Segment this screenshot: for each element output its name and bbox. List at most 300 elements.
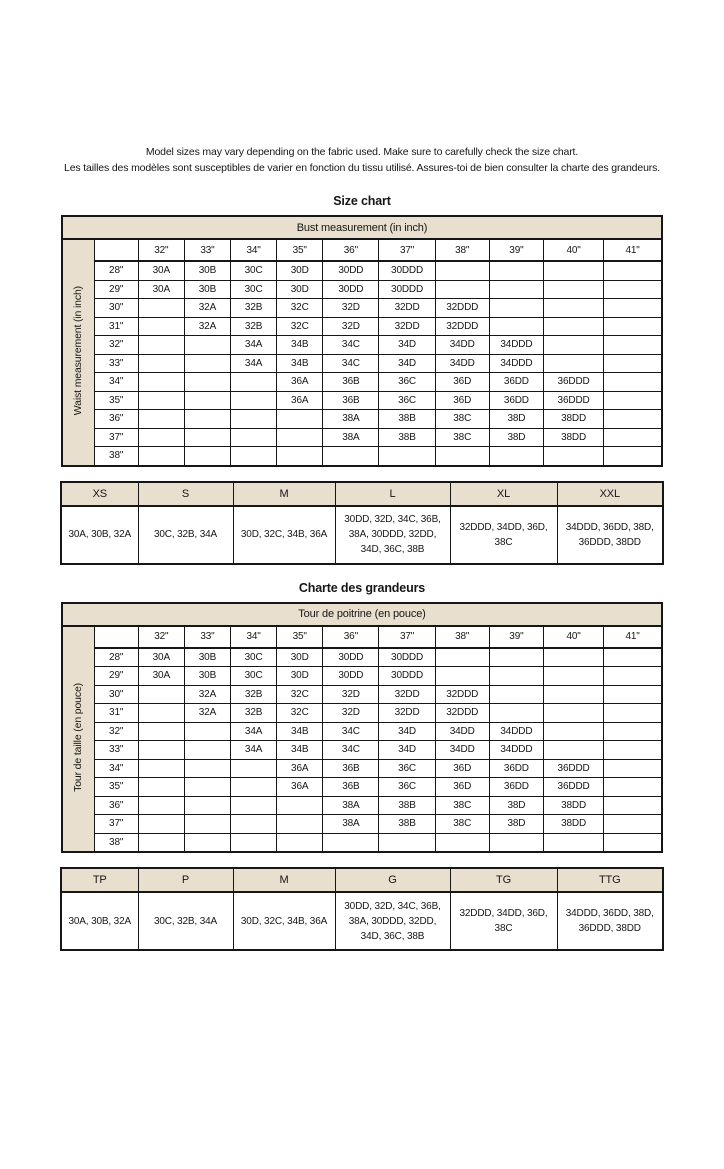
waist-size-header: 35"	[94, 391, 138, 410]
bra-size-cell	[231, 373, 277, 392]
summary-size-header: G	[335, 868, 450, 892]
bra-size-cell: 36DDD	[543, 759, 603, 778]
size-summary-table	[60, 867, 664, 951]
waist-size-header: 29"	[94, 667, 138, 686]
section-title: Size chart	[333, 194, 391, 208]
waist-size-header: 37"	[94, 815, 138, 834]
size-grid-table	[61, 602, 663, 854]
bra-size-cell: 36B	[323, 373, 379, 392]
bra-size-cell	[138, 685, 184, 704]
grid-row	[62, 759, 662, 778]
grid-row	[62, 410, 662, 429]
bra-size-cell	[489, 833, 543, 852]
bust-size-header: 39"	[489, 239, 543, 261]
bra-size-cell: 32B	[231, 704, 277, 723]
bra-size-cell	[604, 428, 662, 447]
bust-size-header: 33"	[184, 626, 230, 648]
bra-size-cell	[277, 833, 323, 852]
bra-size-cell: 38DD	[543, 815, 603, 834]
grid-row	[62, 667, 662, 686]
bra-size-cell: 32D	[323, 685, 379, 704]
bra-size-cell: 34A	[231, 354, 277, 373]
bra-size-cell	[277, 796, 323, 815]
bra-size-cell	[231, 428, 277, 447]
bra-size-cell	[323, 833, 379, 852]
bra-size-cell	[543, 317, 603, 336]
grid-row	[62, 796, 662, 815]
bra-size-cell: 38B	[379, 796, 435, 815]
waist-size-header: 32"	[94, 336, 138, 355]
bra-size-cell: 30DDD	[379, 261, 435, 280]
size-grid-table	[61, 215, 663, 467]
bra-size-cell	[435, 447, 489, 466]
grid-row	[62, 354, 662, 373]
bra-size-cell	[543, 667, 603, 686]
bra-size-cell: 38D	[489, 410, 543, 429]
grid-row	[62, 280, 662, 299]
bra-size-cell	[604, 685, 662, 704]
summary-size-header: XL	[450, 482, 557, 506]
waist-size-header: 32"	[94, 722, 138, 741]
bra-size-cell: 38D	[489, 815, 543, 834]
waist-measurement-label-cell	[62, 239, 94, 466]
bra-size-cell	[184, 741, 230, 760]
bra-size-cell	[138, 336, 184, 355]
bra-size-cell: 38D	[489, 796, 543, 815]
bust-size-header: 40"	[543, 239, 603, 261]
bra-size-cell: 30B	[184, 667, 230, 686]
bust-size-header: 37"	[379, 239, 435, 261]
bust-size-header: 33"	[184, 239, 230, 261]
waist-size-header: 38"	[94, 833, 138, 852]
bra-size-cell	[543, 741, 603, 760]
bra-size-cell: 32C	[277, 704, 323, 723]
bra-size-cell: 30DDD	[379, 280, 435, 299]
summary-sizes-cell: 30C, 32B, 34A	[138, 892, 233, 950]
waist-size-header: 31"	[94, 704, 138, 723]
bra-size-cell: 34A	[231, 722, 277, 741]
bra-size-cell	[604, 759, 662, 778]
bra-size-cell	[277, 410, 323, 429]
bust-size-header: 32"	[138, 626, 184, 648]
bra-size-cell: 30C	[231, 280, 277, 299]
bra-size-cell: 34C	[323, 741, 379, 760]
waist-size-header: 30"	[94, 685, 138, 704]
bra-size-cell: 34DD	[435, 722, 489, 741]
bra-size-cell: 30D	[277, 261, 323, 280]
bra-size-cell: 36C	[379, 759, 435, 778]
grid-row	[62, 261, 662, 280]
bra-size-cell: 32D	[323, 704, 379, 723]
bust-size-header: 39"	[489, 626, 543, 648]
grid-row	[62, 447, 662, 466]
bra-size-cell: 34D	[379, 354, 435, 373]
bra-size-cell	[184, 778, 230, 797]
bra-size-cell: 30DDD	[379, 667, 435, 686]
bra-size-cell: 36D	[435, 391, 489, 410]
summary-size-header: P	[138, 868, 233, 892]
bra-size-cell	[604, 704, 662, 723]
bra-size-cell: 32DDD	[435, 685, 489, 704]
summary-sizes-cell: 30A, 30B, 32A	[61, 506, 138, 564]
waist-size-header: 37"	[94, 428, 138, 447]
summary-size-header: M	[233, 482, 335, 506]
bra-size-cell	[543, 261, 603, 280]
bra-size-cell	[184, 354, 230, 373]
bra-size-cell	[231, 778, 277, 797]
bra-size-cell: 30DD	[323, 261, 379, 280]
summary-size-header: L	[335, 482, 450, 506]
bra-size-cell	[138, 317, 184, 336]
bra-size-cell: 34D	[379, 336, 435, 355]
bra-size-cell	[231, 759, 277, 778]
bra-size-cell: 34A	[231, 741, 277, 760]
bra-size-cell: 32DDD	[435, 704, 489, 723]
bra-size-cell	[277, 428, 323, 447]
bra-size-cell: 36A	[277, 778, 323, 797]
bra-size-cell	[604, 280, 662, 299]
summary-sizes-cell: 30C, 32B, 34A	[138, 506, 233, 564]
bra-size-cell	[138, 741, 184, 760]
waist-size-header: 38"	[94, 447, 138, 466]
grid-row	[62, 336, 662, 355]
bra-size-cell: 30C	[231, 667, 277, 686]
bra-size-cell: 34D	[379, 741, 435, 760]
bra-size-cell: 32A	[184, 299, 230, 318]
bra-size-cell	[604, 261, 662, 280]
waist-size-header: 33"	[94, 741, 138, 760]
bra-size-cell: 30DDD	[379, 648, 435, 667]
bra-size-cell	[489, 299, 543, 318]
bra-size-cell	[435, 280, 489, 299]
bra-size-cell: 34C	[323, 336, 379, 355]
bra-size-cell	[184, 447, 230, 466]
bra-size-cell: 30B	[184, 261, 230, 280]
bra-size-cell	[543, 704, 603, 723]
summary-sizes-cell: 32DDD, 34DD, 36D, 38C	[450, 892, 557, 950]
bra-size-cell	[138, 373, 184, 392]
bust-size-header: 32"	[138, 239, 184, 261]
bra-size-cell: 36DDD	[543, 778, 603, 797]
fabric-disclaimer-note	[42, 145, 682, 176]
summary-size-header: M	[233, 868, 335, 892]
bra-size-cell: 36C	[379, 391, 435, 410]
bra-size-cell	[138, 778, 184, 797]
bust-size-header: 36"	[323, 239, 379, 261]
bra-size-cell	[543, 299, 603, 318]
waist-size-header: 28"	[94, 261, 138, 280]
bra-size-cell: 36DDD	[543, 373, 603, 392]
bra-size-cell: 34B	[277, 722, 323, 741]
bust-size-header: 34"	[231, 239, 277, 261]
summary-sizes-cell: 32DDD, 34DD, 36D, 38C	[450, 506, 557, 564]
grid-row	[62, 391, 662, 410]
bust-size-header: 34"	[231, 626, 277, 648]
bra-size-cell	[184, 373, 230, 392]
bra-size-cell	[138, 833, 184, 852]
bra-size-cell: 38D	[489, 428, 543, 447]
bra-size-cell: 32A	[184, 685, 230, 704]
bra-size-cell	[138, 447, 184, 466]
bra-size-cell	[543, 336, 603, 355]
bra-size-cell	[184, 759, 230, 778]
bra-size-cell	[138, 759, 184, 778]
bra-size-cell	[604, 778, 662, 797]
bust-size-header: 38"	[435, 239, 489, 261]
waist-measurement-label-cell	[62, 626, 94, 853]
bra-size-cell: 38DD	[543, 428, 603, 447]
bra-size-cell: 38A	[323, 410, 379, 429]
bra-size-cell	[604, 833, 662, 852]
bra-size-cell: 34B	[277, 741, 323, 760]
waist-size-header: 31"	[94, 317, 138, 336]
summary-size-header: TTG	[557, 868, 663, 892]
bra-size-cell: 36A	[277, 391, 323, 410]
grid-row	[62, 722, 662, 741]
bra-size-cell	[435, 833, 489, 852]
bra-size-cell	[138, 410, 184, 429]
bra-size-cell: 34A	[231, 336, 277, 355]
bra-size-cell	[489, 667, 543, 686]
bra-size-cell: 30D	[277, 648, 323, 667]
bra-size-cell: 30A	[138, 261, 184, 280]
bra-size-cell	[184, 336, 230, 355]
bra-size-cell: 32A	[184, 317, 230, 336]
fabric-disclaimer-en: Model sizes may vary depending on the fabric used. Make sure to carefully check the size chart.	[145, 146, 579, 158]
bra-size-cell: 36DD	[489, 391, 543, 410]
bust-size-header: 36"	[323, 626, 379, 648]
bra-size-cell: 30A	[138, 667, 184, 686]
bra-size-cell	[489, 280, 543, 299]
bra-size-cell: 38B	[379, 428, 435, 447]
bra-size-cell	[543, 648, 603, 667]
bra-size-cell: 32B	[231, 317, 277, 336]
bra-size-cell: 36A	[277, 759, 323, 778]
bra-size-cell	[489, 317, 543, 336]
waist-size-header: 33"	[94, 354, 138, 373]
summary-size-header: TG	[450, 868, 557, 892]
bust-size-header: 40"	[543, 626, 603, 648]
bra-size-cell: 30A	[138, 648, 184, 667]
bra-size-cell: 32DD	[379, 685, 435, 704]
bra-size-cell: 34DD	[435, 741, 489, 760]
bra-size-cell: 34DDD	[489, 741, 543, 760]
size-chart-section-1	[0, 194, 724, 565]
bra-size-cell: 36DDD	[543, 391, 603, 410]
summary-sizes-cell: 34DDD, 36DD, 38D, 36DDD, 38DD	[557, 892, 663, 950]
summary-sizes-cell: 30DD, 32D, 34C, 36B, 38A, 30DDD, 32DD, 34D, 36C, 38B	[335, 506, 450, 564]
summary-sizes-cell: 30D, 32C, 34B, 36A	[233, 892, 335, 950]
bra-size-cell	[138, 428, 184, 447]
bra-size-cell: 30B	[184, 648, 230, 667]
waist-size-header: 36"	[94, 796, 138, 815]
bra-size-cell	[604, 391, 662, 410]
bra-size-cell	[604, 815, 662, 834]
bra-size-cell	[379, 447, 435, 466]
bra-size-cell: 34B	[277, 336, 323, 355]
waist-size-header: 35"	[94, 778, 138, 797]
bra-size-cell: 30A	[138, 280, 184, 299]
bra-size-cell: 38B	[379, 815, 435, 834]
grid-row	[62, 428, 662, 447]
corner-cell	[94, 239, 138, 261]
summary-sizes-cell: 30D, 32C, 34B, 36A	[233, 506, 335, 564]
bra-size-cell	[379, 833, 435, 852]
grid-row	[62, 778, 662, 797]
waist-size-header: 34"	[94, 759, 138, 778]
bra-size-cell	[231, 447, 277, 466]
bra-size-cell: 36B	[323, 778, 379, 797]
summary-sizes-cell: 34DDD, 36DD, 38D, 36DDD, 38DD	[557, 506, 663, 564]
bra-size-cell	[435, 261, 489, 280]
bra-size-cell: 34DDD	[489, 336, 543, 355]
bra-size-cell	[604, 648, 662, 667]
bra-size-cell: 38A	[323, 428, 379, 447]
bust-size-header: 35"	[277, 626, 323, 648]
bra-size-cell	[489, 648, 543, 667]
bra-size-cell	[543, 685, 603, 704]
bra-size-cell: 30C	[231, 648, 277, 667]
bra-size-cell: 38DD	[543, 410, 603, 429]
bra-size-cell	[138, 815, 184, 834]
bra-size-cell	[231, 391, 277, 410]
bra-size-cell: 36B	[323, 391, 379, 410]
bra-size-cell: 38B	[379, 410, 435, 429]
bra-size-cell	[184, 833, 230, 852]
bra-size-cell: 38DD	[543, 796, 603, 815]
waist-size-header: 36"	[94, 410, 138, 429]
bra-size-cell: 32C	[277, 317, 323, 336]
bra-size-cell: 32D	[323, 317, 379, 336]
waist-size-header: 30"	[94, 299, 138, 318]
section-title: Charte des grandeurs	[298, 580, 426, 595]
grid-row	[62, 815, 662, 834]
bra-size-cell	[543, 722, 603, 741]
bra-size-cell	[138, 299, 184, 318]
grid-row	[62, 648, 662, 667]
bra-size-cell	[184, 722, 230, 741]
bra-size-cell: 36DD	[489, 778, 543, 797]
bra-size-cell	[231, 796, 277, 815]
bra-size-cell	[138, 354, 184, 373]
bust-measurement-band: Tour de poitrine (en pouce)	[62, 603, 662, 626]
waist-measurement-label: Waist measurement (in inch)	[72, 286, 85, 416]
bra-size-cell	[604, 410, 662, 429]
bra-size-cell: 30DD	[323, 667, 379, 686]
grid-row	[62, 833, 662, 852]
bra-size-cell: 32B	[231, 299, 277, 318]
bra-size-cell: 32DDD	[435, 299, 489, 318]
bra-size-cell	[277, 815, 323, 834]
bra-size-cell: 38A	[323, 796, 379, 815]
waist-size-header: 29"	[94, 280, 138, 299]
bust-size-header: 38"	[435, 626, 489, 648]
bra-size-cell: 34DD	[435, 336, 489, 355]
bra-size-cell: 30D	[277, 280, 323, 299]
bust-measurement-band: Bust measurement (in inch)	[62, 216, 662, 239]
bra-size-cell	[604, 667, 662, 686]
bra-size-cell: 32DDD	[435, 317, 489, 336]
bra-size-cell	[604, 447, 662, 466]
bra-size-cell: 34DDD	[489, 722, 543, 741]
bra-size-cell: 38A	[323, 815, 379, 834]
bra-size-cell	[543, 447, 603, 466]
bra-size-cell	[231, 815, 277, 834]
bra-size-cell	[489, 685, 543, 704]
bra-size-cell: 34B	[277, 354, 323, 373]
bra-size-cell	[604, 722, 662, 741]
bra-size-cell	[489, 447, 543, 466]
summary-size-header: XS	[61, 482, 138, 506]
bra-size-cell	[231, 833, 277, 852]
bra-size-cell: 36C	[379, 373, 435, 392]
bra-size-cell	[184, 796, 230, 815]
bra-size-cell	[489, 261, 543, 280]
bra-size-cell: 36C	[379, 778, 435, 797]
bra-size-cell	[277, 447, 323, 466]
bra-size-cell: 34C	[323, 354, 379, 373]
bra-size-cell: 38C	[435, 410, 489, 429]
bra-size-cell	[435, 648, 489, 667]
size-summary-table	[60, 481, 664, 565]
bra-size-cell	[543, 280, 603, 299]
bra-size-cell: 30D	[277, 667, 323, 686]
bra-size-cell: 36DD	[489, 373, 543, 392]
bra-size-cell: 32DD	[379, 299, 435, 318]
summary-size-header: TP	[61, 868, 138, 892]
bra-size-cell	[184, 410, 230, 429]
bra-size-cell: 30B	[184, 280, 230, 299]
grid-row	[62, 704, 662, 723]
bra-size-cell	[184, 391, 230, 410]
summary-size-header: XXL	[557, 482, 663, 506]
bra-size-cell	[604, 741, 662, 760]
bra-size-cell: 32A	[184, 704, 230, 723]
bra-size-cell	[604, 299, 662, 318]
bra-size-cell	[604, 354, 662, 373]
bra-size-cell: 38C	[435, 796, 489, 815]
bust-size-header: 41"	[604, 626, 662, 648]
grid-row	[62, 373, 662, 392]
fabric-disclaimer-fr: Les tailles des modèles sont susceptibles de varier en fonction du tissu utilisé. Assures-toi de bien consulter la charte des grandeurs.	[64, 161, 660, 174]
summary-sizes-cell: 30DD, 32D, 34C, 36B, 38A, 30DDD, 32DD, 34D, 36C, 38B	[335, 892, 450, 950]
bra-size-cell	[604, 317, 662, 336]
bra-size-cell: 32D	[323, 299, 379, 318]
bra-size-cell	[323, 447, 379, 466]
bra-size-cell	[184, 815, 230, 834]
bra-size-cell: 30DD	[323, 280, 379, 299]
bra-size-cell: 34DDD	[489, 354, 543, 373]
waist-measurement-label: Tour de taille (en pouce)	[72, 682, 85, 792]
bra-size-cell	[231, 410, 277, 429]
bra-size-cell	[435, 667, 489, 686]
bra-size-cell: 32C	[277, 299, 323, 318]
bra-size-cell: 30DD	[323, 648, 379, 667]
bra-size-cell	[604, 796, 662, 815]
bra-size-cell: 32DD	[379, 317, 435, 336]
summary-sizes-cell: 30A, 30B, 32A	[61, 892, 138, 950]
grid-row	[62, 299, 662, 318]
bra-size-cell	[138, 704, 184, 723]
bra-size-cell	[138, 722, 184, 741]
bra-size-cell: 32DD	[379, 704, 435, 723]
bra-size-cell: 34D	[379, 722, 435, 741]
bra-size-cell	[604, 336, 662, 355]
bra-size-cell	[543, 354, 603, 373]
bra-size-cell: 34DD	[435, 354, 489, 373]
waist-size-header: 28"	[94, 648, 138, 667]
bust-size-header: 37"	[379, 626, 435, 648]
